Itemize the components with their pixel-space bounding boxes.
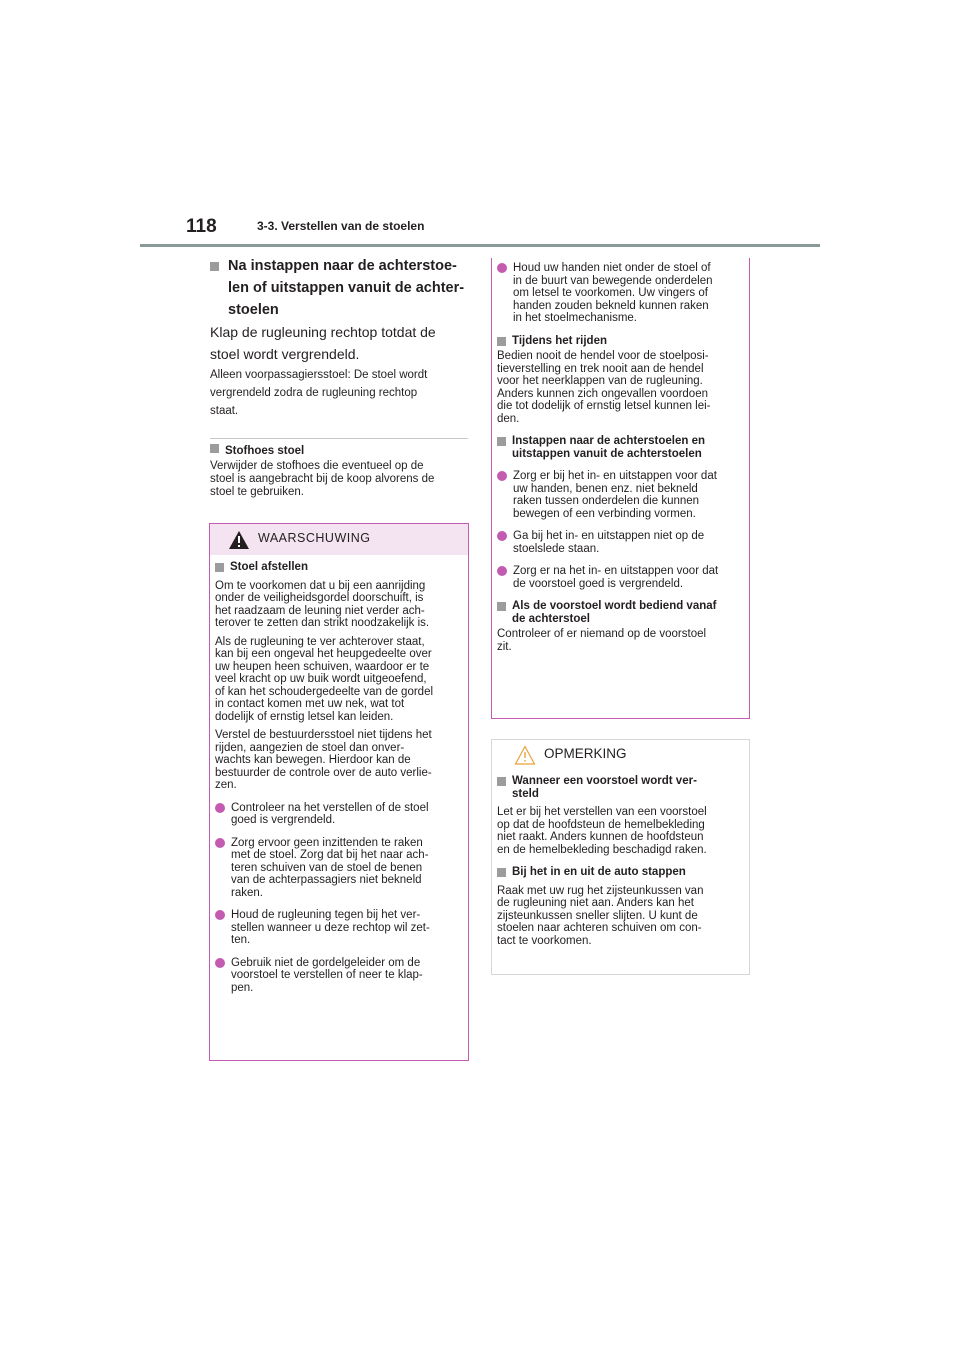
square-bullet-icon bbox=[497, 777, 506, 786]
warning-paragraph: Verstel de bestuurdersstoel niet tijdens het rijden, aangezien de stoel dan onver- wachts kan bewegen. Hierdoor kan de bestuurder de controle over de auto verlie- zen. bbox=[215, 729, 432, 791]
page-number: 118 bbox=[186, 216, 217, 237]
round-bullet-icon bbox=[215, 910, 225, 920]
list-item: Houd de rugleuning tegen bij het ver- stellen wanneer u deze rechtop wil zet- ten. bbox=[215, 909, 463, 947]
main-instruction: Klap de rugleuning rechtop totdat de stoel wordt vergrendeld. bbox=[210, 324, 436, 362]
round-bullet-icon bbox=[215, 838, 225, 848]
warning-subheading: Als de voorstoel wordt bediend vanaf de achterstoel bbox=[497, 600, 744, 625]
note-box bbox=[491, 739, 750, 975]
square-bullet-icon bbox=[497, 437, 506, 446]
square-bullet-icon bbox=[497, 602, 506, 611]
warning-paragraph: Bedien nooit de hendel voor de stoelposi- tieverstelling en trek nooit aan de hendel voor het neerklappen van de rugleuning. Anders kunnen zich ongevallen voordoen die tot dodelijk of ernstig letsel kunnen lei- den. bbox=[497, 350, 711, 425]
note-subheading: Bij het in en uit de auto stappen bbox=[497, 866, 744, 879]
square-bullet-icon bbox=[215, 563, 224, 572]
warning-subheading: Instappen naar de achterstoelen en uitstappen vanuit de achterstoelen bbox=[497, 435, 744, 460]
dust-cover-heading: Stofhoes stoel bbox=[210, 444, 472, 458]
list-item: Gebruik niet de gordelgeleider om de voorstoel te verstellen of neer te klap- pen. bbox=[215, 957, 463, 995]
note-subheading: Wanneer een voorstoel wordt ver- steld bbox=[497, 775, 744, 800]
caution-triangle-icon bbox=[514, 745, 536, 765]
warning-subheading: Stoel afstellen bbox=[215, 561, 463, 574]
note-paragraph: Raak met uw rug het zijsteunkussen van de rugleuning niet aan. Anders kan het zijsteunkussen sneller slijten. U kunt de stoelen naar achteren schuiven om con- tact te voorkomen. bbox=[497, 884, 704, 947]
list-item: Controleer na het verstellen of de stoel goed is vergrendeld. bbox=[215, 802, 463, 827]
main-heading bbox=[210, 255, 470, 321]
divider bbox=[210, 438, 468, 439]
warning-title: WAARSCHUWING bbox=[258, 531, 371, 545]
heading-lines: Na instappen naar de achterstoe- len of uitstappen vanuit de achter- stoelen bbox=[228, 258, 465, 318]
square-bullet-icon bbox=[497, 868, 506, 877]
round-bullet-icon bbox=[497, 263, 507, 273]
round-bullet-icon bbox=[497, 471, 507, 481]
note-paragraph: Let er bij het verstellen van een voorstoel op dat de hoofdsteun de hemelbekleding niet raakt. Anders kunnen de hoofdsteun en de hemelbekleding beschadigd raken. bbox=[497, 806, 707, 856]
passenger-seat-note: Alleen voorpassagiersstoel: De stoel wordt vergrendeld zodra de rugleuning rechtop staat. bbox=[210, 369, 428, 417]
square-bullet-icon bbox=[210, 444, 219, 453]
header-rule bbox=[140, 244, 820, 247]
warning-paragraph: Om te voorkomen dat u bij een aanrijding onder de veiligheidsgordel doorschuift, is het raadzaam de leuning niet verder ach- terover te zetten dan strikt noodzakelijk is. bbox=[215, 579, 430, 629]
warning-triangle-icon bbox=[228, 530, 250, 550]
warning-header bbox=[210, 524, 468, 555]
section-title: 3-3. Verstellen van de stoelen bbox=[257, 219, 425, 233]
warning-box-continued bbox=[491, 258, 750, 719]
warning-paragraph: Controleer of er niemand op de voorstoel zit. bbox=[497, 628, 707, 653]
note-header bbox=[492, 740, 749, 771]
round-bullet-icon bbox=[497, 566, 507, 576]
list-item: Zorg ervoor geen inzittenden te raken met de stoel. Zorg dat bij het naar ach- teren schuiven van de stoel de benen van de achterpassagiers niet bekneld raken. bbox=[215, 837, 463, 900]
note-title: OPMERKING bbox=[544, 746, 627, 761]
warning-subheading: Tijdens het rijden bbox=[497, 335, 744, 348]
square-bullet-icon bbox=[210, 262, 219, 271]
round-bullet-icon bbox=[215, 803, 225, 813]
dust-cover-section: Stofhoes stoel Verwijder de stofhoes die eventueel op de stoel is aangebracht bij de koop alvorens de stoel te gebruiken. bbox=[210, 444, 472, 499]
list-item: Houd uw handen niet onder de stoel of in de buurt van bewegende onderdelen om letsel te voorkomen. Uw vingers of handen zouden bekneld kunnen raken in het stoelmechanisme. bbox=[497, 262, 744, 325]
list-item: Zorg er na het in- en uitstappen voor dat de voorstoel goed is vergrendeld. bbox=[497, 565, 744, 590]
round-bullet-icon bbox=[215, 958, 225, 968]
list-item: Ga bij het in- en uitstappen niet op de stoelslede staan. bbox=[497, 530, 744, 555]
warning-paragraph: Als de rugleuning te ver achterover staat, kan bij een ongeval het heupgedeelte over uw heupen heen schuiven, waardoor er te veel kracht op uw buik wordt uitgeoefend, of kan het schoudergedeelte van de gordel in contact komen met uw nek, wat tot dodelijk of ernstig letsel kan leiden. bbox=[215, 635, 434, 723]
list-item: Zorg er bij het in- en uitstappen voor dat uw handen, benen enz. niet bekneld raken tussen onderdelen die kunnen bewegen of een verbinding vormen. bbox=[497, 470, 744, 520]
warning-box bbox=[209, 523, 469, 1061]
round-bullet-icon bbox=[497, 531, 507, 541]
square-bullet-icon bbox=[497, 337, 506, 346]
